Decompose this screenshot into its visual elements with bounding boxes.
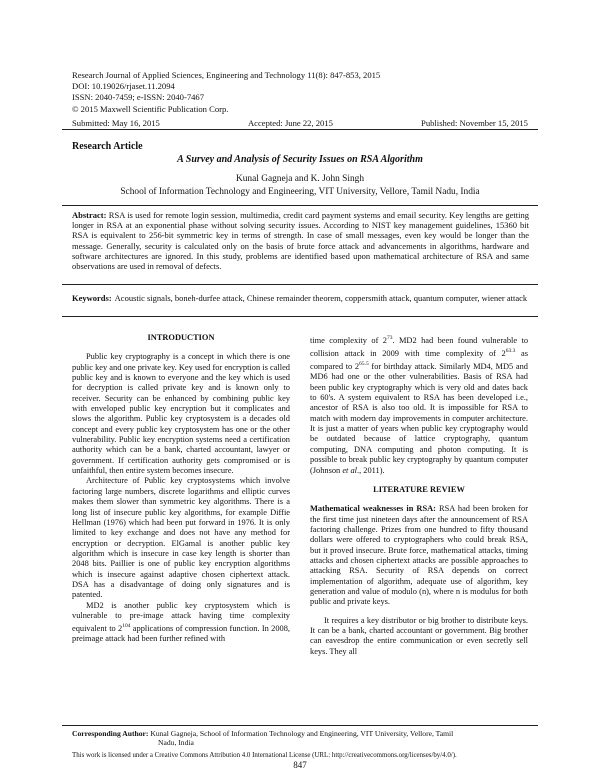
submitted-date: Submitted: May 16, 2015 bbox=[72, 118, 160, 128]
abstract-text: RSA is used for remote login session, multimedia, credit card payment systems and email security. Key lengths are getting longer in RSA at an exponential phase without solving security issues. According to NIST key management guidelines, 15360 bit RSA is equivalent to 256-bit symmetric key in terms of strength. In case of small messages, even key would be longer than the message. Generally, security is calculated only on the basis of brute force attack and advancements in algorithms, hardware and software architectures are ignored. In this study, problems are identified based upon mathematical architecture of RSA and same observations are used in removal of defects. bbox=[72, 210, 529, 272]
article-authors: Kunal Gagneja and K. John Singh bbox=[235, 174, 365, 184]
accepted-date: Accepted: June 22, 2015 bbox=[247, 118, 333, 128]
intro-paragraph-3: MD2 is another public key cryptosystem which is vulnerable to pre-image attack having time complexity equivalent to $2^{104}$ applications of compression function. In 2008, preimage attack had been further refined with bbox=[72, 600, 290, 644]
corresponding-author-label: Corresponding Author: bbox=[72, 729, 149, 738]
abstract-top-rule bbox=[62, 205, 538, 206]
right-column bbox=[310, 333, 528, 657]
keywords-text: Acoustic signals, boneh-durfee attack, Chinese remainder theorem, coppersmith attack, quantum computer, wiener attack bbox=[114, 293, 528, 303]
lit-paragraph-2: It requires a key distributor or big brother to distribute keys. It can be a bank, charted accountant or government. Big brother can eavesdrop the entire communication or even secretly sell keys. They all bbox=[310, 615, 528, 656]
keywords bbox=[72, 293, 529, 303]
corresponding-author: Corresponding Author: Kunal Gagneja, School of Information Technology and Engineering, VIT University, Vellore, Tamil Nadu, India bbox=[72, 729, 454, 748]
introduction-heading: INTRODUCTION bbox=[147, 333, 215, 342]
journal-copyright: © 2015 Maxwell Scientific Publication Corp. bbox=[72, 103, 229, 114]
published-date: Published: November 15, 2015 bbox=[421, 118, 528, 128]
intro-paragraph-1: Public key cryptography is a concept in which there is one public key and one private key. Key used for encryption is called public key and is known to everyone and the key which is used for decryption is called private key and is known only to receiver. Security can be enhanced by combining public key with enveloped public key encryption but it complicates and slows the algorithm. Public key cryptosystem is a decades old concept and every public key cryptosystem has one or the other vulnerability. Public key encryption systems need a certification authority which can be a bank, charted accountant, lawyer or government. If certification authority gets compromised or is unfaithful, then entire system becomes insecure. bbox=[72, 352, 290, 476]
article-dates bbox=[72, 118, 528, 128]
abstract-label: Abstract: bbox=[72, 210, 107, 220]
keywords-rule bbox=[62, 316, 538, 317]
journal-issn: ISSN: 2040-7459; e-ISSN: 2040-7467 bbox=[72, 92, 205, 103]
journal-header bbox=[72, 70, 380, 115]
left-column bbox=[72, 333, 290, 645]
mathematical-weaknesses-label: Mathematical weaknesses in RSA: bbox=[310, 504, 436, 514]
article-affiliation: School of Information Technology and Engineering, VIT University, Vellore, Tamil Nadu, India bbox=[120, 187, 480, 197]
header-rule bbox=[62, 129, 538, 130]
keywords-label: Keywords: bbox=[72, 293, 112, 303]
abstract-bottom-rule bbox=[62, 284, 538, 285]
abstract bbox=[72, 210, 529, 271]
license-note: This work is licensed under a Creative Commons Attribution 4.0 International License (URL: http://creativecommons.org/licenses/by/4.0/). bbox=[72, 752, 457, 759]
intro-paragraph-continued: time complexity of $2^{73}$. MD2 had been found vulnerable to collision attack in 2009 with time complexity of $2^{63.3}$ as compared to $2^{65.5}$ for birthday attack. Similarly MD4, MD5 and MD6 had one or the other vulnerabilities. Basis of RSA had been public key cryptography which is very old and dates back to 60's. A system equivalent to RSA has been developed i.e., ancestor of RSA is also too old. It is impossible for RSA to match with modern day improvements in computer architecture. It is just a matter of years when public key cryptography would be outdated because of lattice cryptography, quantum computing, DNA computing and photon computing. It is possible to break public key cryptography by quantum computer (Johnson et al., 2011). bbox=[310, 335, 529, 475]
footer-rule bbox=[62, 725, 538, 726]
article-title: A Survey and Analysis of Security Issues on RSA Algorithm bbox=[177, 154, 423, 165]
article-type: Research Article bbox=[72, 141, 143, 152]
page-number: 847 bbox=[293, 760, 307, 770]
literature-review-heading: LITERATURE REVIEW bbox=[373, 484, 465, 494]
intro-paragraph-2: Architecture of Public key cryptosystems which involve factoring large numbers, discrete logarithms and elliptic curves makes them slower than symmetric key algorithms. There is a long list of insecure public key algorithms, for example Diffie Hellman (1976) which had been put forward in 1976. It is only limited to key exchange and does not have any method for encryption or decryption. ElGamal is another public key algorithm which is insecure in case key length is shorter than 2048 bits. Paillier is one of public key encryption algorithms which is insecure against adaptive chosen ciphertext attack. DSA has a disadvantage of doing only signatures and is patented. bbox=[72, 476, 290, 600]
journal-citation: Research Journal of Applied Sciences, Engineering and Technology 11(8): 847-853, 2015 bbox=[72, 70, 381, 80]
lit-paragraph-1: Mathematical weaknesses in RSA: RSA had been broken for the first time just nineteen days after the announcement of RSA factoring challenge. Prizes from one hundred to fifty thousand dollars were offered to cryptographers who could break RSA, but it proved insecure. Brute force, mathematical attacks, timing attacks and chosen ciphertext attacks are possible approaches to attacking RSA. Security of RSA depends on correct implementation of algorithm, adequate use of algorithm, key generation and value of modulo (n), where n is modulus for both public and private keys. bbox=[310, 504, 528, 607]
journal-doi: DOI: 10.19026/rjaset.11.2094 bbox=[72, 81, 175, 92]
